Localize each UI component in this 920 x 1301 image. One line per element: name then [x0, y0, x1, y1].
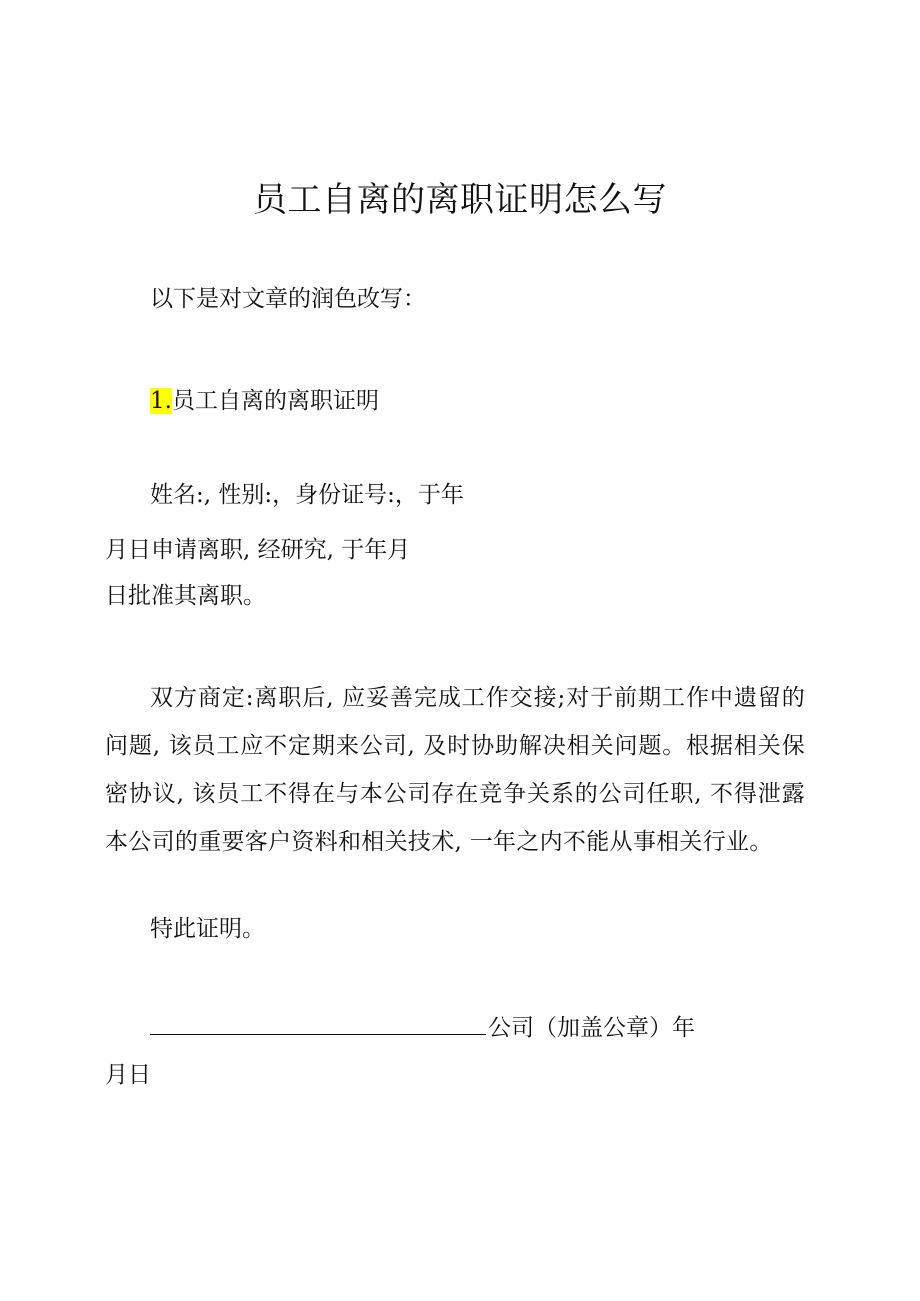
date-line: 月日: [105, 1062, 151, 1088]
document-title: 员工自离的离职证明怎么写: [253, 180, 667, 220]
info-line-2: 月日申请离职, 经研究, 于年月: [105, 537, 411, 563]
intro-text: 以下是对文章的润色改写：: [150, 286, 426, 312]
info-line-1: 姓名:, 性别:，身份证号:，于年: [150, 482, 464, 508]
info-line-3: 日批准其离职。: [105, 583, 266, 609]
section-number: 1.: [150, 388, 172, 414]
signature-line: [150, 1012, 695, 1043]
section-heading: [150, 386, 379, 416]
signature-text: 公司（加盖公章）年: [488, 1015, 695, 1041]
signature-blank: [150, 1012, 486, 1035]
body-paragraph: 双方商定:离职后, 应妥善完成工作交接;对于前期工作中遗留的问题, 该员工应不定期来公司, 及时协助解决相关问题。根据相关保密协议, 该员工不得在与本公司存在竞争关系的公司任职, 不得泄露本公司的重要客户资料和相关技术, 一年之内不能从事相关行业。: [105, 685, 805, 855]
closing-text: 特此证明。: [150, 916, 265, 942]
section-title: 员工自离的离职证明: [171, 388, 379, 414]
